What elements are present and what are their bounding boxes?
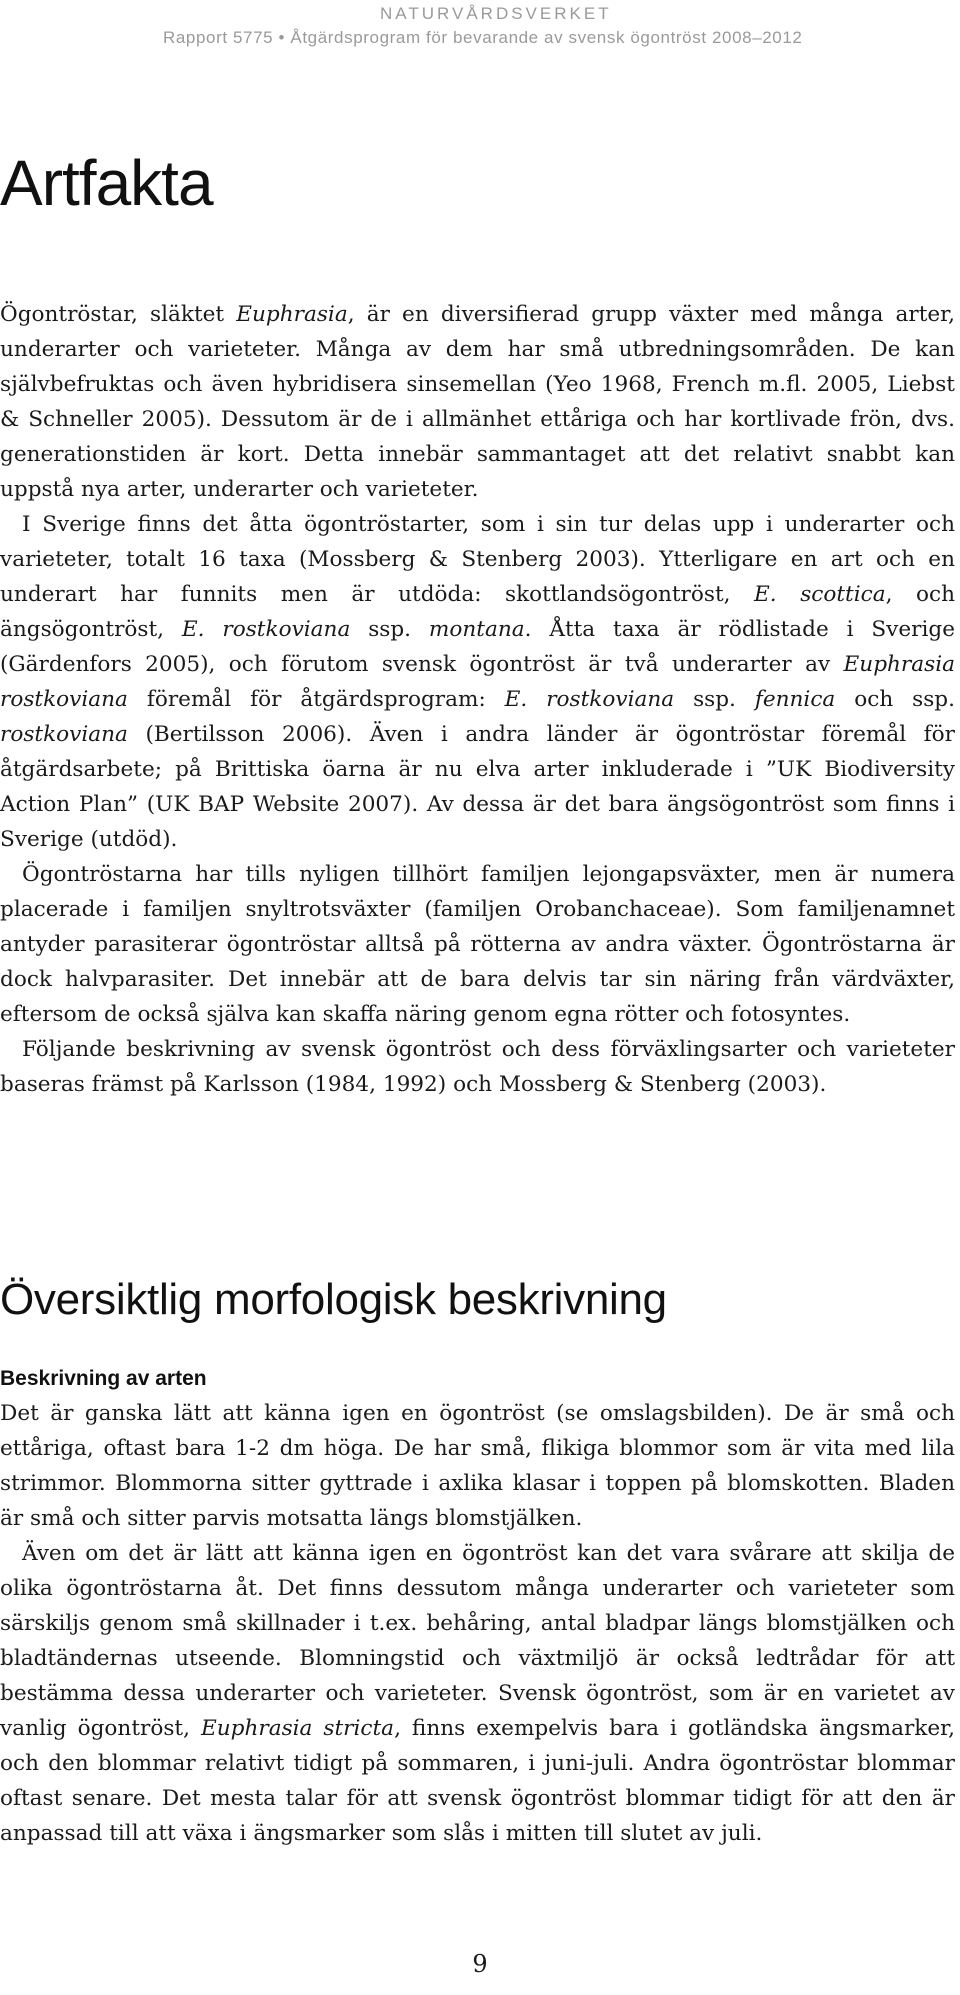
report-title-line: Rapport 5775 • Åtgärdsprogram för bevarande av svensk ögontröst 2008–2012 (163, 28, 803, 47)
subheading: Beskrivning av arten (0, 1367, 207, 1390)
intro-text (0, 297, 955, 1102)
intro-paragraph-4: Följande beskrivning av svensk ögontröst och dess förväxlingsarter och varieteter baseras främst på Karlsson (1984, 1992) och Mossberg & Stenberg (2003). (0, 1037, 955, 1097)
intro-paragraph-2: I Sverige finns det åtta ögontröstarter, som i sin tur delas upp i underarter och varieteter, totalt 16 taxa (Mossberg & Stenberg 2003). Ytterligare en art och en underart har funnits men är utdöda: skottlandsögontröst, E. scottica, och ängsögontröst, E. rostkoviana ssp. montana. Åtta taxa är rödlistade i Sverige (Gärdenfors 2005), och förutom svensk ögontröst är två underarter av Euphrasia rostkoviana föremål för åtgärdsprogram: E. rostkoviana ssp. fennica och ssp. rostkoviana (Bertilsson 2006). Även i andra länder är ögontröstar föremål för åtgärdsarbete; på Brittiska öarna är nu elva arter inkluderade i ”UK Biodiversity Action Plan” (UK BAP Website 2007). Av dessa är det bara ängsögontröst som finns i Sverige (utdöd). (0, 512, 956, 852)
agency-name: NATURVÅRDSVERKET (380, 4, 612, 23)
section-heading: Översiktlig morfologisk beskrivning (0, 1275, 667, 1324)
description-paragraph-2: Även om det är lätt att känna igen en ögontröst kan det vara svårare att skilja de olika ögontröstarna åt. Det finns dessutom många underarter och varieteter som särskiljs genom små skillnader i t.ex. behåring, antal bladpar längs blomstjälken och bladtändernas utseende. Blomningstid och växtmiljö är också ledtrådar för att bestämma dessa underarter och varieteter. Svensk ögontröst, som är en varietet av vanlig ögontröst, Euphrasia stricta, finns exempelvis bara i gotländska ängsmarker, och den blommar relativt tidigt på sommaren, i juni-juli. Andra ögontröstar blommar oftast senare. Det mesta talar för att svensk ögontröst blommar tidigt för att den är anpassad till att växa i ängsmarker som slås i mitten till slutet av juli. (0, 1541, 955, 1846)
description-paragraph-1: Det är ganska lätt att känna igen en ögontröst (se omslagsbilden). De är små och ettåriga, oftast bara 1-2 dm höga. De har små, flikiga blommor som är vita med lila strimmor. Blommorna sitter gyttrade i axlika klasar i toppen på blomskotten. Bladen är små och sitter parvis motsatta längs blomstjälken. (0, 1401, 955, 1531)
intro-paragraph-3: Ögontröstarna har tills nyligen tillhört familjen lejongapsväxter, men är numera placerade i familjen snyltrotsväxter (familjen Orobanchaceae). Som familjenamnet antyder parasiterar ögontröstar alltså på rötterna av andra växter. Ögontröstarna är dock halvparasiter. Det innebär att de bara delvis tar sin näring från värdväxter, eftersom de också själva kan skaffa näring genom egna rötter och fotosyntes. (0, 862, 955, 1027)
intro-paragraph-1: Ögontröstar, släktet Euphrasia, är en diversifierad grupp växter med många arter, underarter och varieteter. Många av dem har små utbredningsområden. De kan självbefruktas och även hybridisera sinsemellan (Yeo 1968, French m.fl. 2005, Liebst & Schneller 2005). Dessutom är de i allmänhet ettåriga och har kortlivade frön, dvs. generationstiden är kort. Detta innebär sammantaget att det relativt snabbt kan uppstå nya arter, underarter och varieteter. (0, 302, 955, 502)
page-title: Artfakta (0, 147, 213, 219)
description-text (0, 1396, 955, 1851)
page-number: 9 (472, 1950, 488, 1978)
